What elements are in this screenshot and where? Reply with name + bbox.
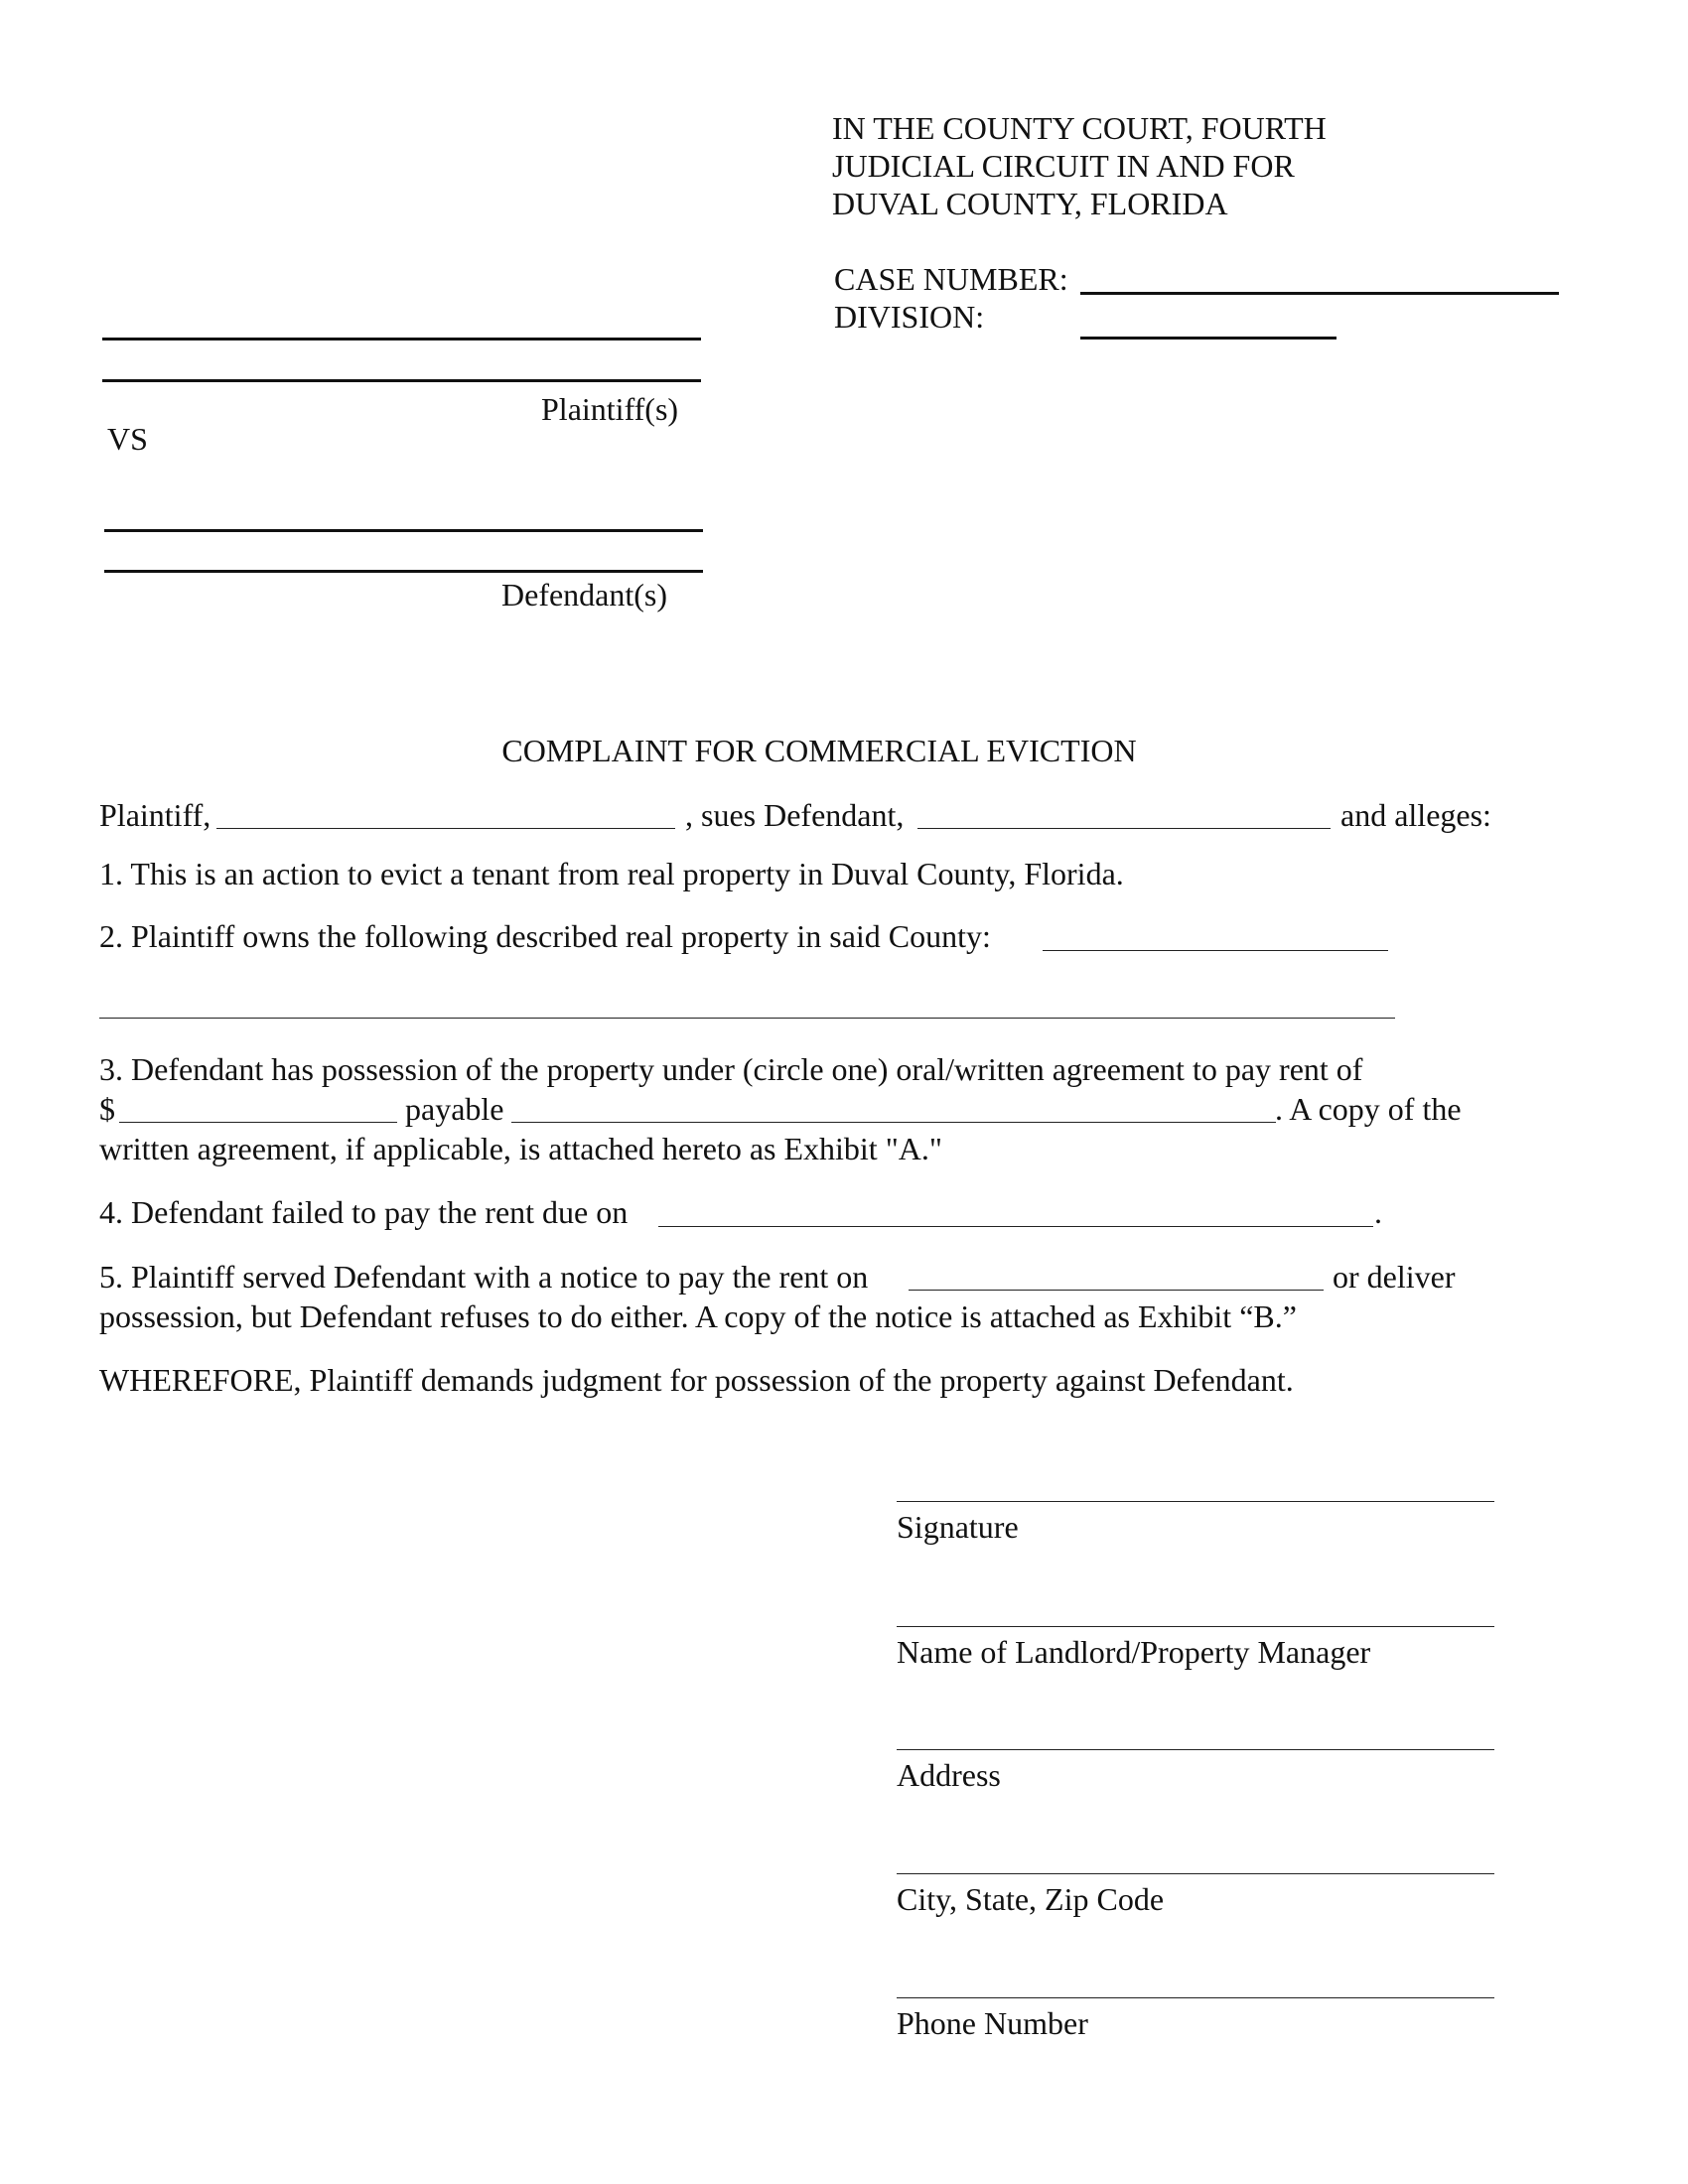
paragraph-3-line-3: written agreement, if applicable, is attached hereto as Exhibit "A." <box>99 1131 942 1166</box>
paragraph-3-copy: . A copy of the <box>1275 1091 1462 1127</box>
paragraph-1: 1. This is an action to evict a tenant from real property in Duval County, Florida. <box>99 856 1124 891</box>
paragraph-3-payable: payable <box>405 1091 504 1127</box>
court-line-3: DUVAL COUNTY, FLORIDA <box>832 186 1228 221</box>
court-line-1: IN THE COUNTY COURT, FOURTH <box>832 110 1327 146</box>
intro-alleges: and alleges: <box>1340 797 1491 833</box>
signature-field[interactable] <box>897 1501 1494 1502</box>
paragraph-2: 2. Plaintiff owns the following described real property in said County: <box>99 918 991 954</box>
city-state-zip-label: City, State, Zip Code <box>897 1881 1165 1917</box>
address-field[interactable] <box>897 1749 1494 1750</box>
paragraph-5-start: 5. Plaintiff served Defendant with a notice to pay the rent on <box>99 1259 869 1295</box>
intro-plaintiff: Plaintiff, <box>99 797 211 833</box>
intro-defendant-field[interactable] <box>917 828 1331 829</box>
case-number-label: CASE NUMBER: <box>834 261 1068 297</box>
intro-sues: , sues Defendant, <box>685 797 905 833</box>
payment-terms-field[interactable] <box>511 1122 1276 1123</box>
court-line-2: JUDICIAL CIRCUIT IN AND FOR <box>832 148 1295 184</box>
paragraph-5-or: or deliver <box>1333 1259 1456 1295</box>
document-title: COMPLAINT FOR COMMERCIAL EVICTION <box>501 733 1137 768</box>
signature-label: Signature <box>897 1509 1019 1545</box>
wherefore-clause: WHEREFORE, Plaintiff demands judgment for possession of the property against Defendant. <box>99 1362 1294 1398</box>
division-label: DIVISION: <box>834 299 985 335</box>
division-field[interactable] <box>1080 337 1336 340</box>
property-description-field-1[interactable] <box>1043 950 1388 951</box>
landlord-name-field[interactable] <box>897 1626 1494 1627</box>
phone-field[interactable] <box>897 1997 1494 1998</box>
address-label: Address <box>897 1757 1001 1793</box>
plaintiff-label: Plaintiff(s) <box>541 391 679 427</box>
rent-due-date-field[interactable] <box>658 1226 1373 1227</box>
paragraph-5-line-2: possession, but Defendant refuses to do either. A copy of the notice is attached as Exhibit “B.” <box>99 1298 1297 1334</box>
defendant-label: Defendant(s) <box>501 577 668 613</box>
intro-plaintiff-field[interactable] <box>216 828 675 829</box>
paragraph-4: 4. Defendant failed to pay the rent due on <box>99 1194 629 1230</box>
property-description-field-2[interactable] <box>99 1018 1395 1019</box>
paragraph-4-end: . <box>1374 1194 1382 1230</box>
defendant-name-field-2[interactable] <box>104 570 703 573</box>
paragraph-3-line-1: 3. Defendant has possession of the property under (circle one) oral/written agreement to pay rent of <box>99 1051 1363 1087</box>
plaintiff-name-field-1[interactable] <box>102 338 701 341</box>
plaintiff-name-field-2[interactable] <box>102 379 701 382</box>
city-state-zip-field[interactable] <box>897 1873 1494 1874</box>
defendant-name-field-1[interactable] <box>104 529 703 532</box>
case-number-field[interactable] <box>1080 292 1559 295</box>
court-header <box>832 109 1327 222</box>
phone-label: Phone Number <box>897 2005 1088 2041</box>
landlord-name-label: Name of Landlord/Property Manager <box>897 1634 1371 1670</box>
notice-date-field[interactable] <box>909 1290 1324 1291</box>
vs-label: VS <box>107 421 148 457</box>
paragraph-3-dollar: $ <box>99 1091 115 1127</box>
rent-amount-field[interactable] <box>119 1122 397 1123</box>
